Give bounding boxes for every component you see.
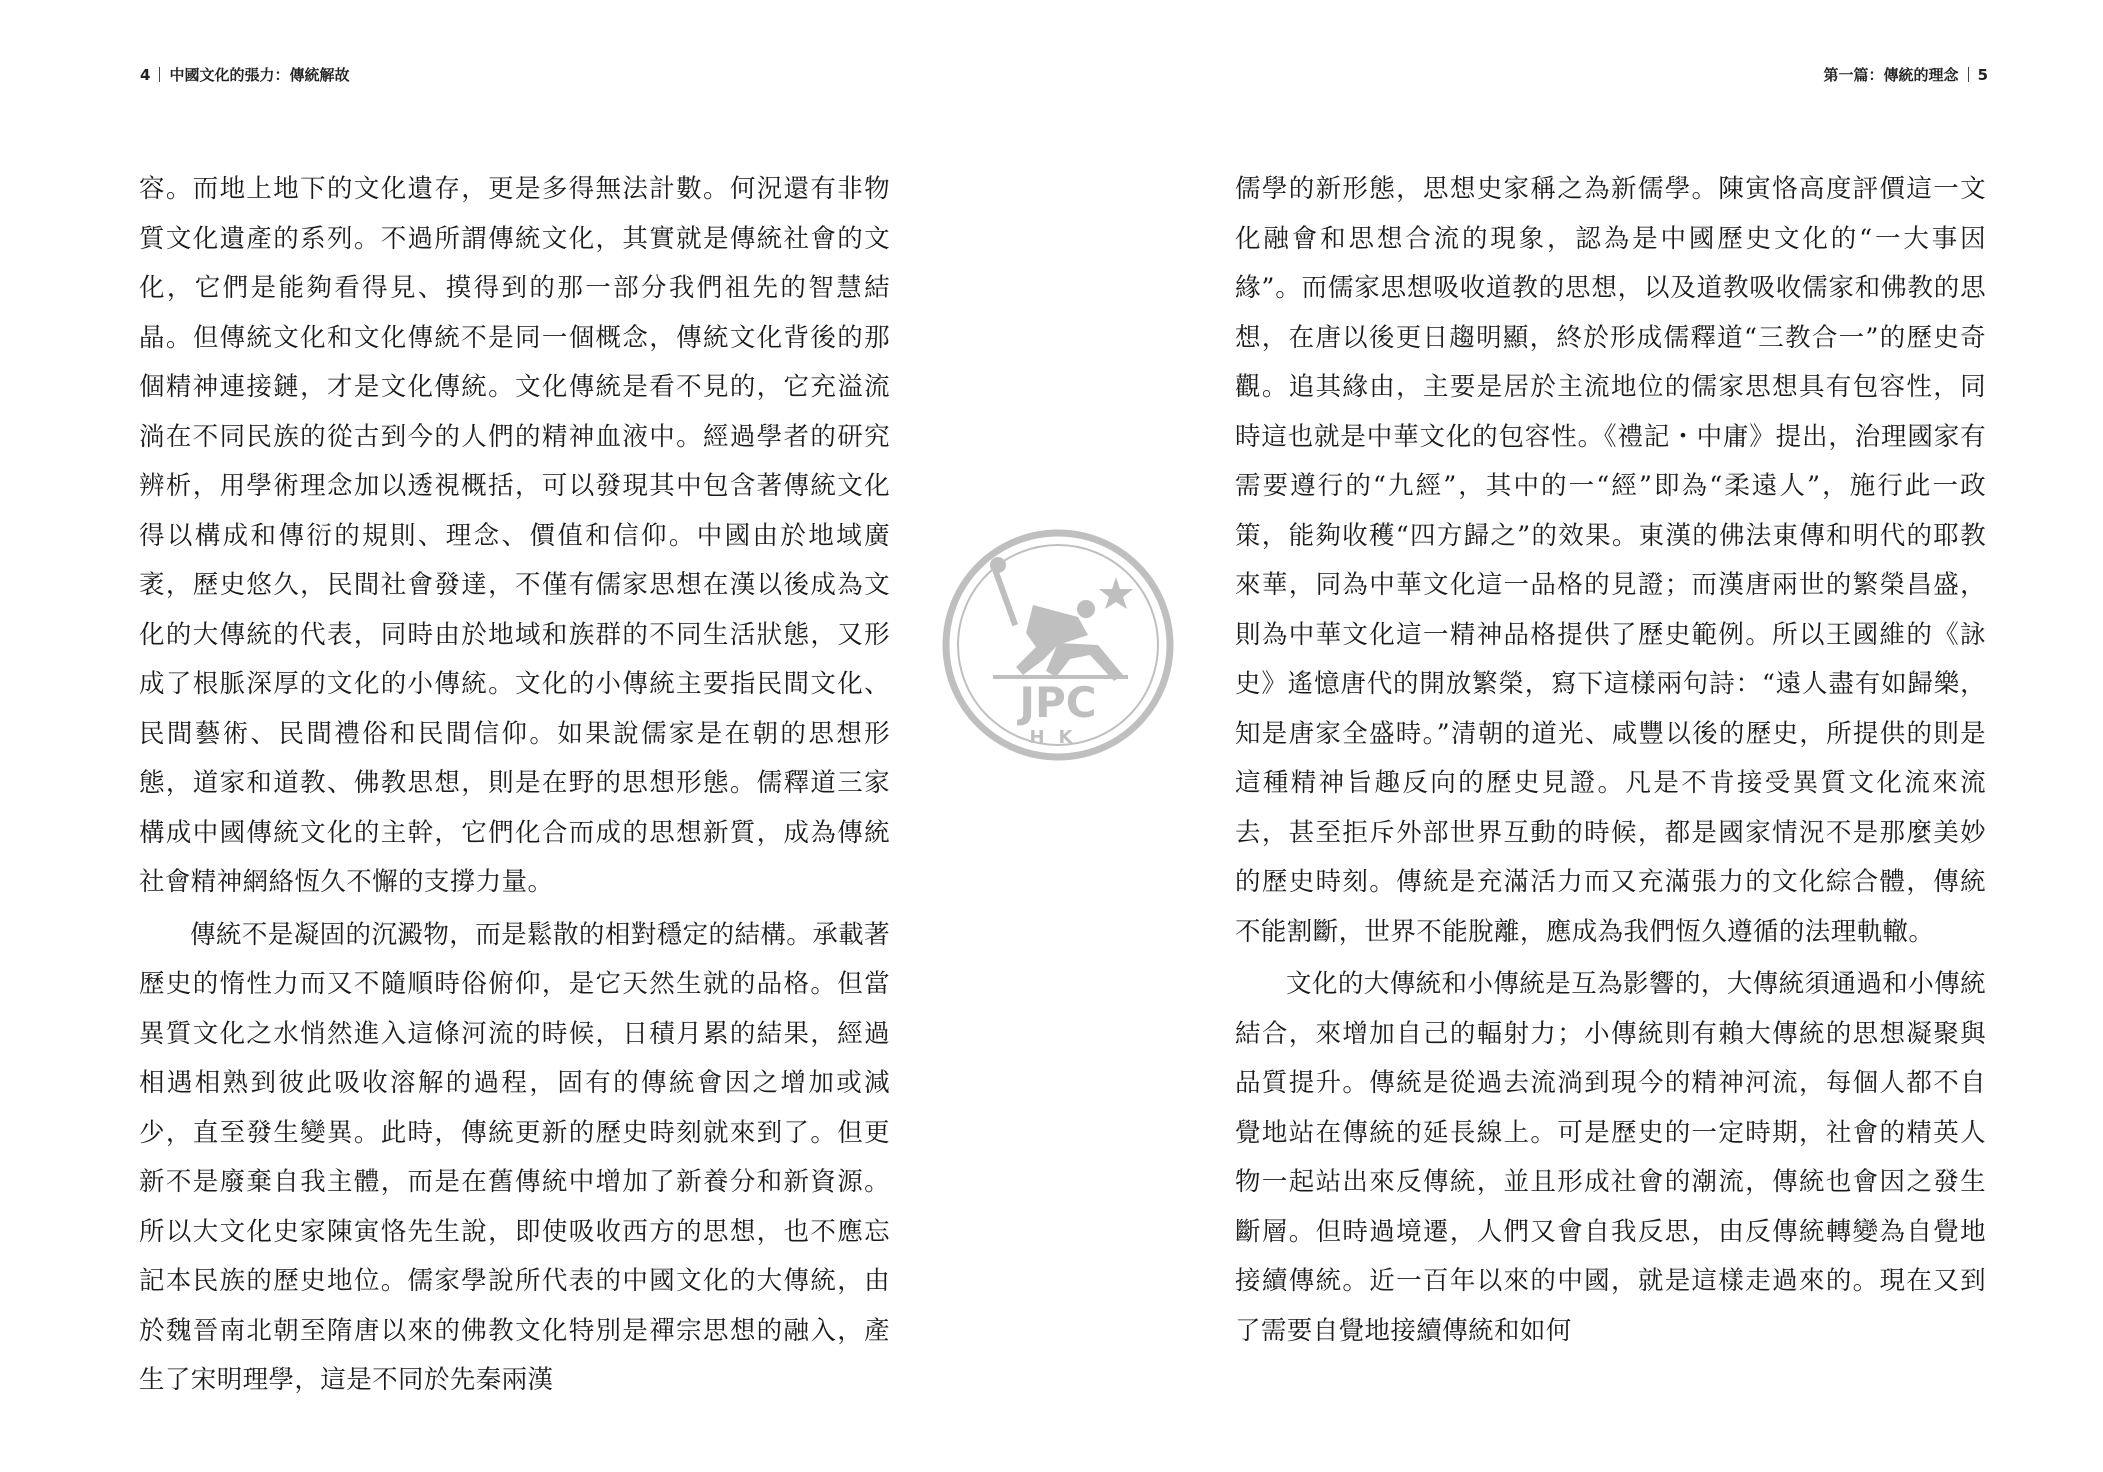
header-divider [159, 67, 160, 82]
left-paragraph-2: 傳統不是凝固的沉澱物，而是鬆散的相對穩定的結構。承載著歷史的惰性力而又不隨順時俗俯仰，是它天然生就的品格。但當異質文化之水悄然進入這條河流的時候，日積月累的結果，經過相遇相熟到彼此吸收溶解的過程，固有的傳統會因之增加或減少，直至發生變異。此時，傳統更新的歷史時刻就來到了。但更新不是廢棄自我主體，而是在舊傳統中增加了新養分和新資源。所以大文化史家陳寅恪先生說，即使吸收西方的思想，也不應忘記本民族的歷史地位。儒家學說所代表的中國文化的大傳統，由於魏晉南北朝至隋唐以來的佛教文化特別是禪宗思想的融入，產生了宋明理學，這是不同於先秦兩漢 [139, 919, 890, 1395]
left-running-head [140, 64, 349, 85]
left-paragraph-1: 容。而地上地下的文化遺存，更是多得無法計數。何況還有非物質文化遺產的系列。不過所謂傳統文化，其實就是傳統社會的文化，它們是能夠看得見、摸得到的那一部分我們祖先的智慧結晶。但傳統文化和文化傳統不是同一個概念，傳統文化背後的那個精神連接鏈，才是文化傳統。文化傳統是看不見的，它充溢流淌在不同民族的從古到今的人們的精神血液中。經過學者的研究辨析，用學術理念加以透視概括，可以發現其中包含著傳統文化得以構成和傳衍的規則、理念、價值和信仰。中國由於地域廣袤，歷史悠久，民間社會發達，不僅有儒家思想在漢以後成為文化的大傳統的代表，同時由於地域和族群的不同生活狀態，又形成了根脈深厚的文化的小傳統。文化的小傳統主要指民間文化、民間藝術、民間禮俗和民間信仰。如果說儒家是在朝的思想形態，道家和道教、佛教思想，則是在野的思想形態。儒釋道三家構成中國傳統文化的主幹，它們化合而成的思想新質，成為傳統社會精神網絡恆久不懈的支撐力量。 [139, 174, 890, 897]
right-page-number: 5 [1977, 66, 1988, 84]
jpc-watermark-logo [938, 525, 1178, 765]
right-page [1052, 0, 2103, 1472]
right-running-head [1824, 64, 1988, 85]
left-page-number: 4 [140, 66, 151, 84]
left-page [0, 0, 1051, 1472]
section-title: 第一篇：傳統的理念 [1823, 66, 1959, 84]
book-title: 中國文化的張力：傳統解故 [169, 66, 350, 84]
right-body-text [1235, 165, 1986, 1359]
right-paragraph-2: 文化的大傳統和小傳統是互為影響的，大傳統須通過和小傳統結合，來增加自己的輻射力；小傳統則有賴大傳統的思想凝聚與品質提升。傳統是從過去流淌到現今的精神河流，每個人都不自覺地站在傳統的延長線上。可是歷史的一定時期，社會的精英人物一起站出來反傳統，並且形成社會的潮流，傳統也會因之發生斷層。但時過境遷，人們又會自我反思，由反傳統轉變為自覺地接續傳統。近一百年以來的中國，就是這樣走過來的。現在又到了需要自覺地接續傳統和如何 [1235, 969, 1986, 1346]
header-divider [1968, 67, 1969, 82]
svg-text:HK: HK [1029, 727, 1087, 748]
svg-text:JPC: JPC [1019, 678, 1097, 727]
left-body-text [139, 165, 890, 1409]
right-paragraph-1: 儒學的新形態，思想史家稱之為新儒學。陳寅恪高度評價這一文化融會和思想合流的現象，認為是中國歷史文化的“一大事因緣”。而儒家思想吸收道教的思想，以及道教吸收儒家和佛教的思想，在唐以後更日趨明顯，終於形成儒釋道“三教合一”的歷史奇觀。追其緣由，主要是居於主流地位的儒家思想具有包容性，同時這也就是中華文化的包容性。《禮記・中庸》提出，治理國家有需要遵行的“九經”，其中的一“經”即為“柔遠人”，施行此一政策，能夠收穫“四方歸之”的效果。東漢的佛法東傳和明代的耶教來華，同為中華文化這一品格的見證；而漢唐兩世的繁榮昌盛，則為中華文化這一精神品格提供了歷史範例。所以王國維的《詠史》遙憶唐代的開放繁榮，寫下這樣兩句詩：“遠人盡有如歸樂，知是唐家全盛時。”清朝的道光、咸豐以後的歷史，所提供的則是這種精神旨趣反向的歷史見證。凡是不肯接受異質文化流來流去，甚至拒斥外部世界互動的時候，都是國家情況不是那麼美妙的歷史時刻。傳統是充滿活力而又充滿張力的文化綜合體，傳統不能割斷，世界不能脫離，應成為我們恆久遵循的法理軌轍。 [1235, 174, 1986, 947]
